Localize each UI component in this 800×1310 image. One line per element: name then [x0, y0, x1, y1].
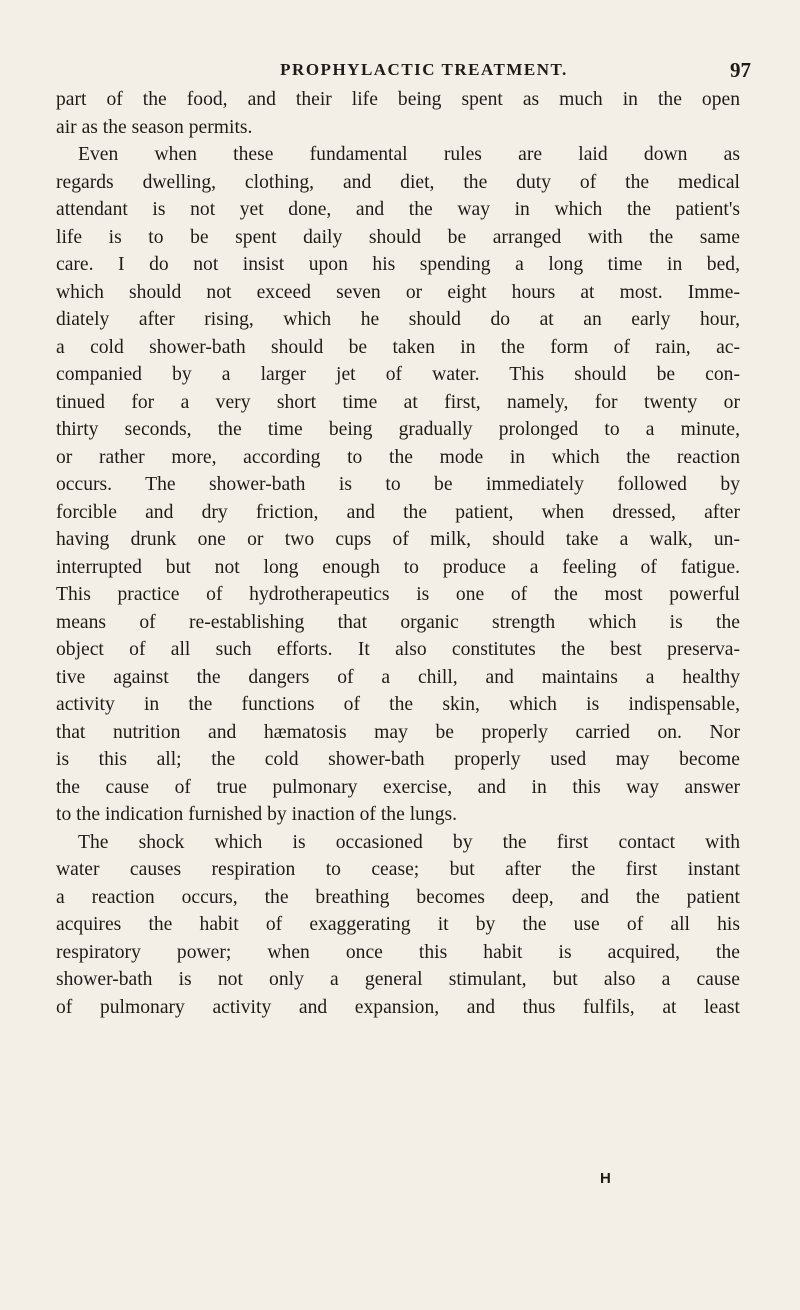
running-head: PROPHYLACTIC TREATMENT. [280, 60, 568, 79]
text-line: occurs. The shower-bath is to be immediately followed by [56, 474, 740, 495]
text-line: respiratory power; when once this habit is acquired, the [56, 941, 740, 963]
text-line: the cause of true pulmonary exercise, and in this way answer [56, 776, 740, 798]
text-line: thirty seconds, the time being gradually prolonged to a minute, [56, 419, 740, 440]
text-line: This practice of hydrotherapeutics is one of the most powerful [56, 584, 740, 605]
text-line: care. I do not insist upon his spending a long time in bed, [56, 254, 740, 275]
signature-mark: H [600, 1170, 611, 1187]
text-line: of pulmonary activity and expansion, and thus fulfils, at least [56, 996, 740, 1018]
text-line: attendant is not yet done, and the way in which the patient's [56, 199, 740, 220]
text-line: water causes respiration to cease; but after the first instant [56, 859, 740, 880]
text-line: acquires the habit of exaggerating it by the use of all his [56, 914, 740, 935]
text-line: interrupted but not long enough to produce a feeling of fatigue. [56, 556, 740, 578]
body-text [56, 86, 740, 1021]
text-line: a cold shower-bath should be taken in the form of rain, ac- [56, 336, 740, 358]
page-number: 97 [730, 58, 751, 82]
text-line: forcible and dry friction, and the patient, when dressed, after [56, 501, 740, 523]
text-line: that nutrition and hæmatosis may be properly carried on. Nor [56, 721, 740, 743]
text-line: companied by a larger jet of water. This should be con- [56, 364, 740, 385]
text-line: life is to be spent daily should be arranged with the same [56, 226, 740, 248]
text-line: tinued for a very short time at first, namely, for twenty or [56, 391, 740, 413]
text-line: part of the food, and their life being spent as much in the open [56, 89, 740, 110]
text-line: activity in the functions of the skin, which is indispensable, [56, 694, 740, 715]
text-line: diately after rising, which he should do at an early hour, [56, 309, 740, 330]
text-line: having drunk one or two cups of milk, should take a walk, un- [56, 529, 740, 550]
text-line: which should not exceed seven or eight hours at most. Imme- [56, 281, 740, 303]
text-line: a reaction occurs, the breathing becomes deep, and the patient [56, 886, 740, 908]
text-line: object of all such efforts. It also constitutes the best preserva- [56, 639, 740, 660]
text-line: air as the season permits. [56, 116, 253, 138]
text-line: tive against the dangers of a chill, and maintains a healthy [56, 666, 740, 688]
text-line: Even when these fundamental rules are laid down as [78, 144, 740, 165]
text-line: The shock which is occasioned by the first contact with [78, 831, 740, 853]
text-line: or rather more, according to the mode in which the reaction [56, 446, 740, 468]
text-line: to the indication furnished by inaction of the lungs. [56, 804, 458, 825]
text-line: is this all; the cold shower-bath properly used may become [56, 749, 740, 770]
text-line: shower-bath is not only a general stimulant, but also a cause [56, 969, 740, 990]
text-line: means of re-establishing that organic strength which is the [56, 611, 740, 633]
text-line: regards dwelling, clothing, and diet, the duty of the medical [56, 171, 740, 193]
